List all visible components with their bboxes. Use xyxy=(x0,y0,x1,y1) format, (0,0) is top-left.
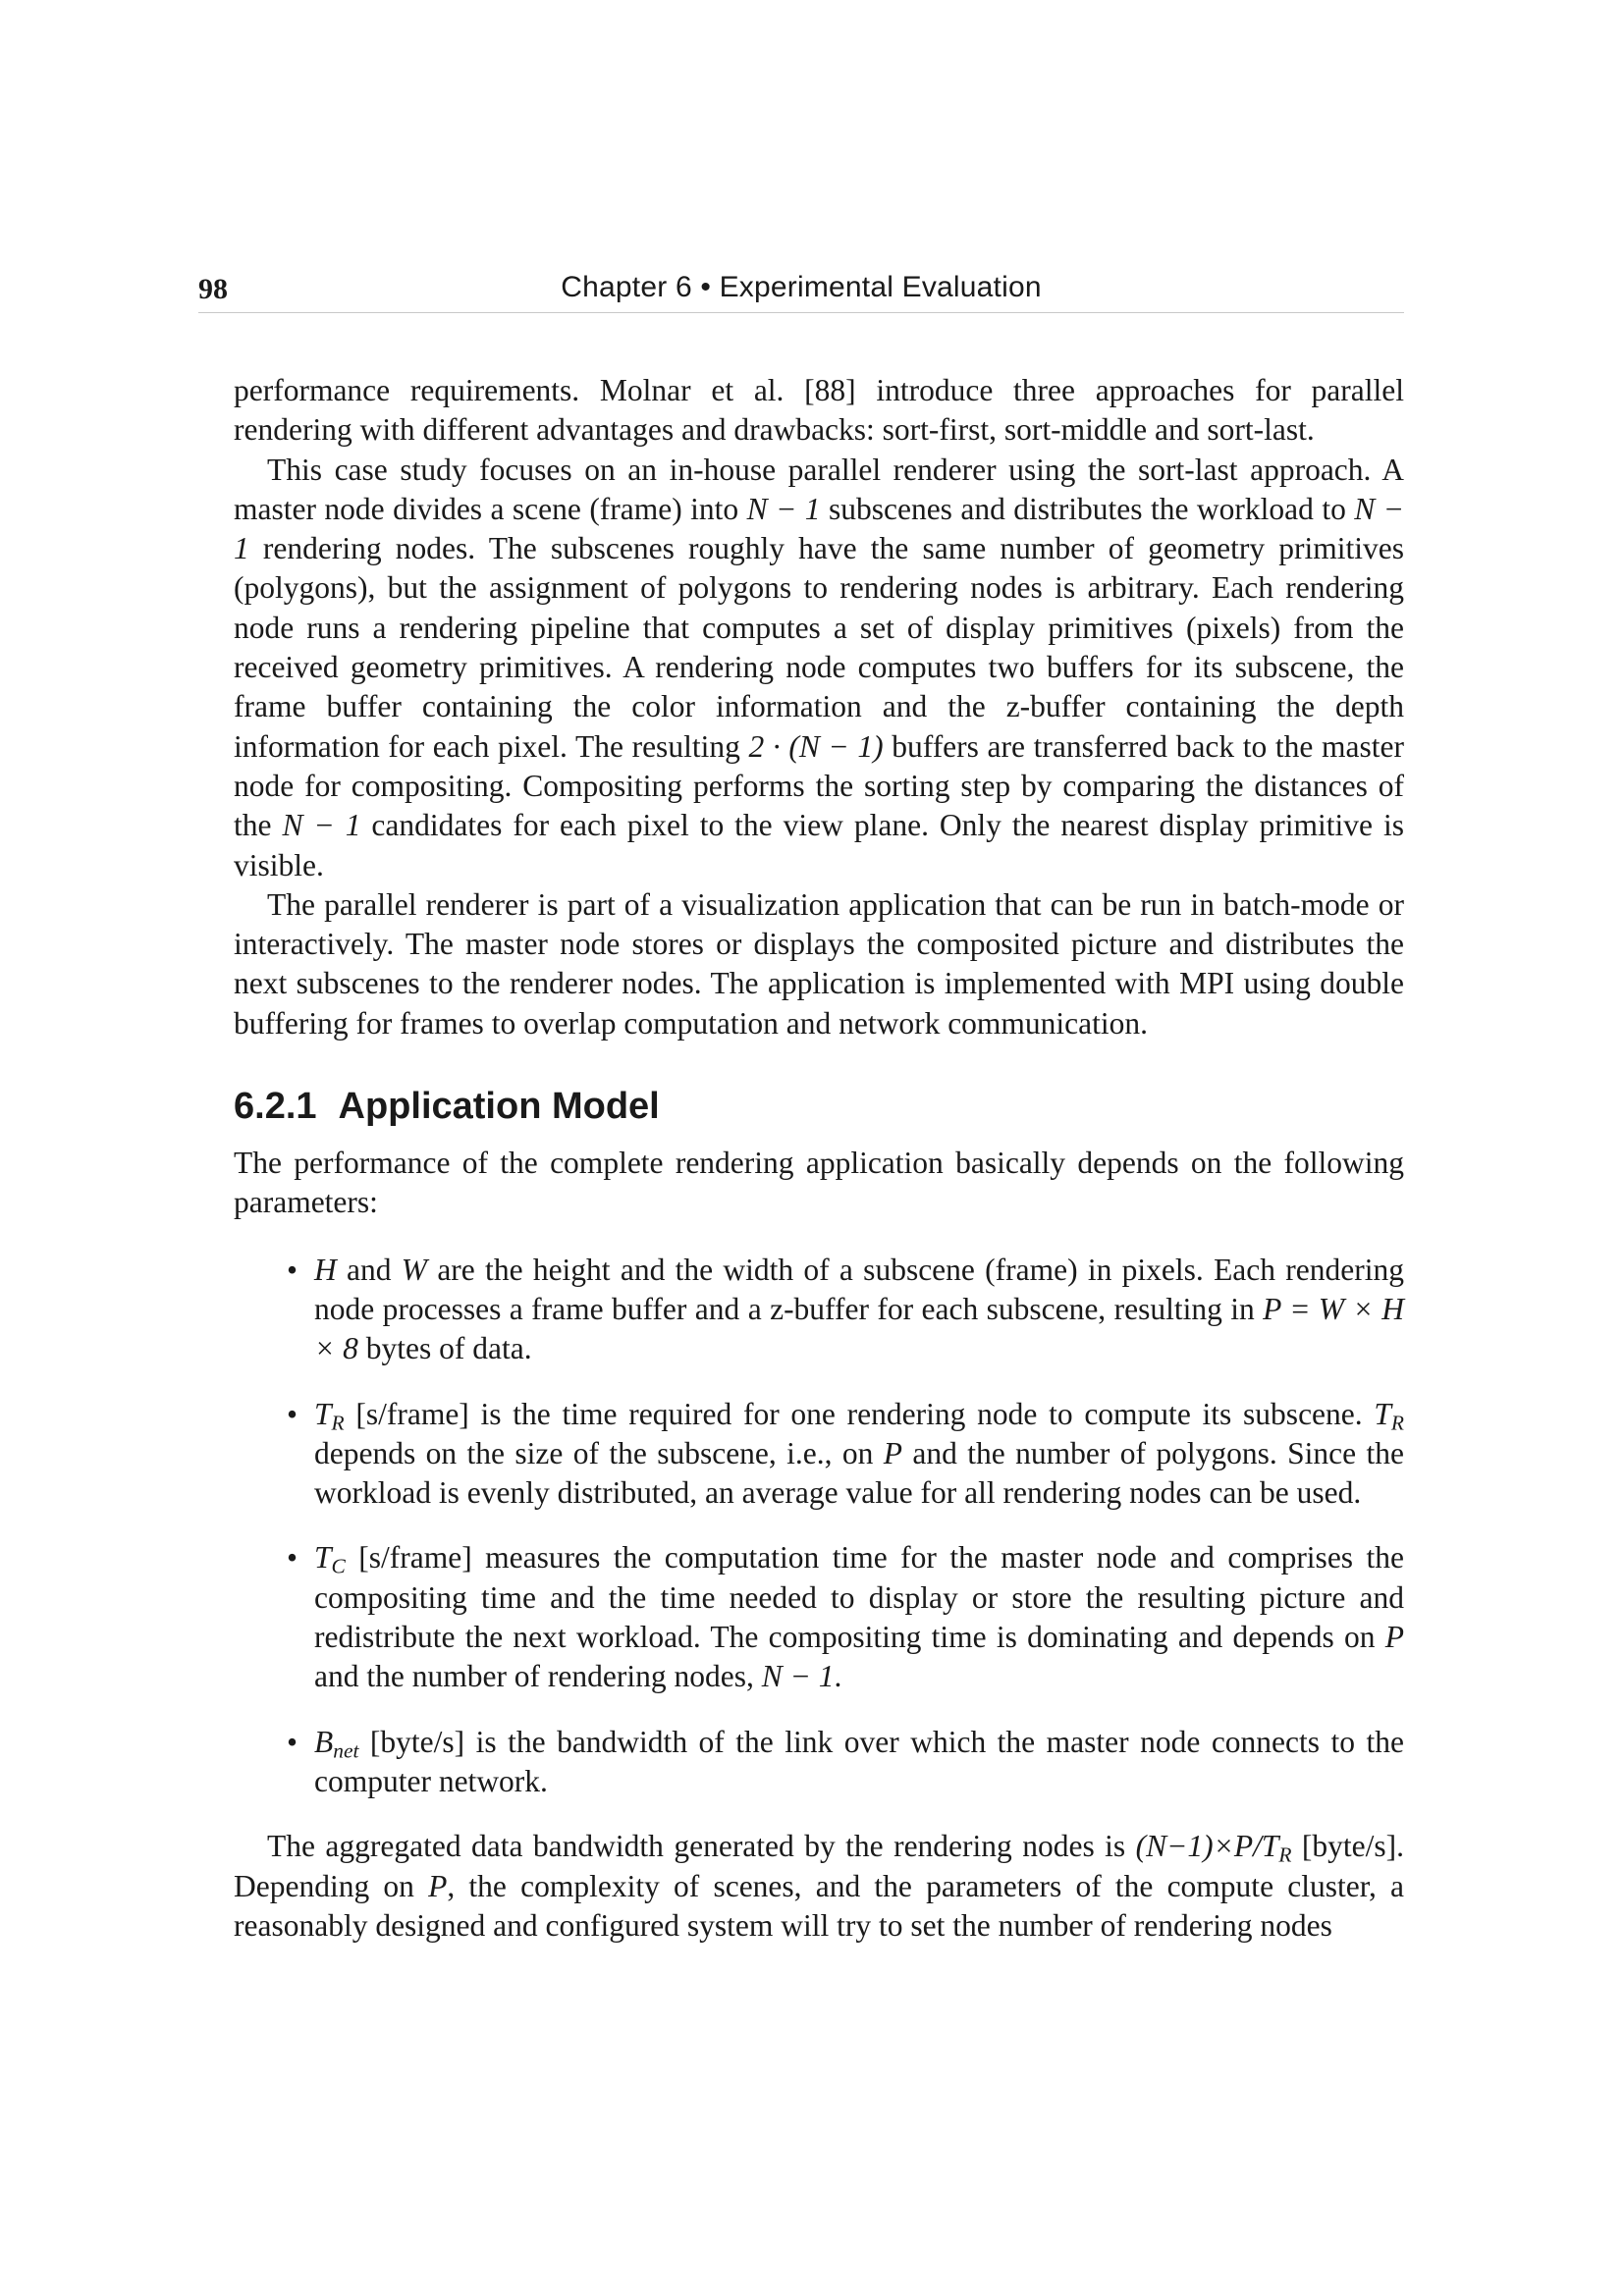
case-study-text-3: rendering nodes. The subscenes roughly have the same number of geometry primitives (polygons), but the assignment of polygons to rendering nodes is arbitrary. Each rendering node runs a rendering pipeline that computes a set of display primitives (pixels) from the received geometry primitives. A rendering node computes two buffers for its subscene, the frame buffer containing the color information and the z-buffer containing the depth information for each pixel. The resulting xyxy=(234,531,1404,764)
subscript-c: C xyxy=(331,1554,346,1578)
list-text: are the height and the width of a subscene (frame) in pixels. Each rendering node processes a frame buffer and a z-buffer for each subscene, resulting in xyxy=(314,1252,1404,1326)
body-text xyxy=(234,371,1404,1946)
formula-p: P = W × H × 8 xyxy=(314,1291,1404,1366)
running-head xyxy=(198,267,1404,313)
case-study-text-2: subscenes and distributes the workload to xyxy=(820,491,1355,526)
list-text: [s/frame] measures the computation time for the master node and comprises the compositing time and the time needed to display or store the resulting picture and redistribute the next workload. The compositing time is dominating and depends on xyxy=(314,1540,1404,1655)
paragraph-parameters-intro: The performance of the complete rendering application basically depends on the following parameters: xyxy=(234,1146,1404,1220)
math-n-minus-1: N − 1 xyxy=(746,491,821,526)
aggregated-text-1: The aggregated data bandwidth generated by the rendering nodes is xyxy=(267,1829,1136,1864)
symbol-w: W xyxy=(401,1252,428,1287)
parameter-list xyxy=(234,1251,1404,1802)
subscript-r: R xyxy=(1390,1410,1404,1434)
bullet-icon: • xyxy=(287,1724,298,1759)
list-text: . xyxy=(834,1659,842,1694)
symbol-h: H xyxy=(314,1252,337,1287)
list-item-tr xyxy=(234,1395,1404,1514)
list-item-height-width xyxy=(234,1251,1404,1369)
math-n-minus-1: N − 1 xyxy=(282,808,361,843)
subscript-r: R xyxy=(331,1410,345,1434)
aggregated-text-3: , the complexity of scenes, and the parameters of the compute cluster, a reasonably designed and configured system will try to set the number of rendering nodes xyxy=(234,1868,1404,1943)
section-heading xyxy=(234,1083,1404,1130)
symbol-b: B xyxy=(314,1724,334,1759)
math-buffer-count: 2 · (N − 1) xyxy=(748,728,884,764)
math-n-minus-1: N − 1 xyxy=(234,491,1404,566)
symbol-p: P xyxy=(1384,1620,1404,1655)
aggregated-text-2: [byte/s]. Depending on xyxy=(234,1829,1404,1903)
symbol-p: P xyxy=(428,1868,448,1903)
case-study-text-4: buffers are transferred back to the master node for compositing. Compositing performs the sorting step by comparing the distances of the xyxy=(234,728,1405,843)
symbol-t: T xyxy=(314,1540,332,1575)
symbol-t: T xyxy=(314,1396,332,1431)
list-text: depends on the size of the subscene, i.e., on xyxy=(314,1435,884,1470)
bullet-icon: • xyxy=(287,1396,298,1431)
case-study-text-5: candidates for each pixel to the view plane. Only the nearest display primitive is visible. xyxy=(234,808,1404,882)
bullet-icon: • xyxy=(287,1540,298,1575)
list-item-bnet xyxy=(234,1723,1404,1802)
list-text: [s/frame] is the time required for one rendering node to compute its subscene. xyxy=(344,1396,1375,1431)
list-text: and the number of rendering nodes, xyxy=(314,1659,762,1694)
list-text: bytes of data. xyxy=(357,1331,532,1366)
bullet-icon: • xyxy=(287,1252,298,1287)
subscript-r: R xyxy=(1278,1842,1292,1867)
symbol-t: T xyxy=(1374,1396,1391,1431)
subscript-net: net xyxy=(333,1737,359,1762)
paragraph-case-study xyxy=(234,451,1404,885)
chapter-title: Chapter 6 • Experimental Evaluation xyxy=(561,271,1042,303)
formula-n-minus-1: N − 1 xyxy=(761,1659,835,1694)
page-number: 98 xyxy=(198,273,228,305)
paragraph-aggregated-bandwidth xyxy=(234,1827,1404,1946)
list-text: and the number of polygons. Since the workload is evenly distributed, an average value for all rendering nodes can be used. xyxy=(314,1435,1405,1511)
formula-aggregated-bandwidth: (N−1)×P/T xyxy=(1135,1829,1279,1864)
case-study-text-1: This case study focuses on an in-house parallel renderer using the sort-last approach. A master node divides a scene (frame) into xyxy=(234,452,1404,526)
symbol-p: P xyxy=(883,1435,903,1470)
paragraph-intro: performance requirements. Molnar et al. [88] introduce three approaches for parallel rendering with different advantages and drawbacks: sort-first, sort-middle and sort-last. xyxy=(234,373,1404,448)
paragraph-renderer-application: The parallel renderer is part of a visualization application that can be run in batch-mode or interactively. The master node stores or displays the composited picture and distributes the next subscenes to the renderer nodes. The application is implemented with MPI using double buffering for frames to overlap computation and network communication. xyxy=(234,886,1404,1041)
list-text: [byte/s] is the bandwidth of the link over which the master node connects to the computer network. xyxy=(314,1724,1404,1798)
section-title: Application Model xyxy=(338,1086,660,1128)
section-number: 6.2.1 xyxy=(234,1086,317,1128)
list-text: and xyxy=(336,1252,402,1287)
list-item-tc xyxy=(234,1538,1404,1696)
